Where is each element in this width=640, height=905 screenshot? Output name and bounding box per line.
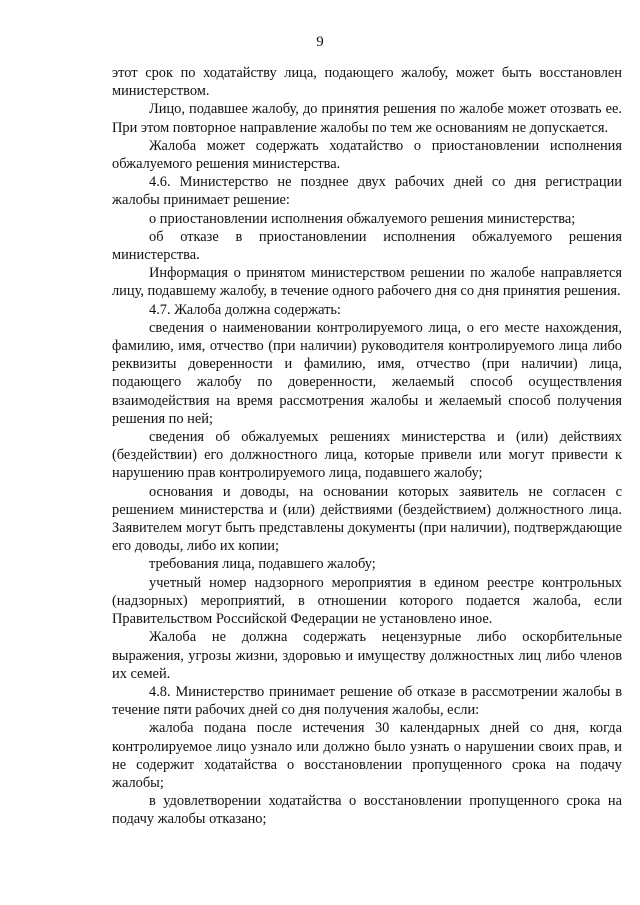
paragraph-controlled-person-info: сведения о наименовании контролируемого лица, о его месте нахождения, фамилию, имя, отчество (при наличии) руководителя контролируемого лица либо реквизиты доверенности и фамилию, имя, отчество (при наличии) лица, подающего жалобу по доверенности, желаемый способ осуществления взаимодействия на время рассмотрения жалобы и желаемый способ получения решения по ней; [112,319,622,427]
paragraph-decision-notice: Информация о принятом министерством решении по жалобе направляется лицу, подавшему жалобу, в течение одного рабочего дня со дня принятия решения. [112,265,622,300]
paragraph-section-4-8: 4.8. Министерство принимает решение об отказе в рассмотрении жалобы в течение пяти рабочих дней со дня получения жалобы, если: [112,683,622,719]
paragraph-section-4-6: 4.6. Министерство не позднее двух рабочих дней со дня регистрации жалобы принимает решение: [112,174,622,209]
paragraph-section-4-7: 4.7. Жалоба должна содержать: [149,301,341,318]
paragraph-restoration-term: этот срок по ходатайству лица, подающего жалобу, может быть восстановлен министерством. [112,65,622,100]
paragraph-refuse-suspension: об отказе в приостановлении исполнения обжалуемого решения министерства. [112,228,622,264]
paragraph-complainant-demands: требования лица, подавшего жалобу; [149,556,376,573]
paragraph-grounds-arguments: основания и доводы, на основании которых заявитель не согласен с решением министерства и (или) действиями (бездействием) должностного лица. Заявителем могут быть представлены документы (при наличии), подтверждающие его доводы, либо их копии; [112,483,622,555]
paragraph-suspend-decision: о приостановлении исполнения обжалуемого решения министерства; [149,210,576,227]
paragraph-registry-number: учетный номер надзорного мероприятия в едином реестре контрольных (надзорных) мероприятий, в отношении которого подается жалоба, если Правительством Российской Федерации не установлено иное. [112,574,622,628]
paragraph-restoration-refused: в удовлетворении ходатайства о восстановлении пропущенного срока на подачу жалобы отказано; [112,793,622,828]
paragraph-withdraw-complaint: Лицо, подавшее жалобу, до принятия решения по жалобе может отозвать ее. При этом повторное направление жалобы по тем же основаниям не допускается. [112,101,622,136]
paragraph-late-submission: жалоба подана после истечения 30 календарных дней со дня, когда контролируемое лицо узнало или должно было узнать о нарушении своих прав, и не содержит ходатайства о восстановлении пропущенного срока на подачу жалобы; [112,720,622,791]
paragraph-suspension-request: Жалоба может содержать ходатайство о приостановлении исполнения обжалуемого решения министерства. [112,137,622,173]
page-number: 9 [316,34,324,50]
paragraph-appealed-decisions: сведения об обжалуемых решениях министерства и (или) действиях (бездействии) его должностного лица, которые привели или могут привести к нарушению прав контролируемого лица, подавшего жалобу; [112,429,622,482]
document-body [112,64,622,829]
paragraph-no-offensive-language: Жалоба не должна содержать нецензурные либо оскорбительные выражения, угрозы жизни, здоровью и имуществу должностных лиц либо членов их семей. [112,629,622,682]
